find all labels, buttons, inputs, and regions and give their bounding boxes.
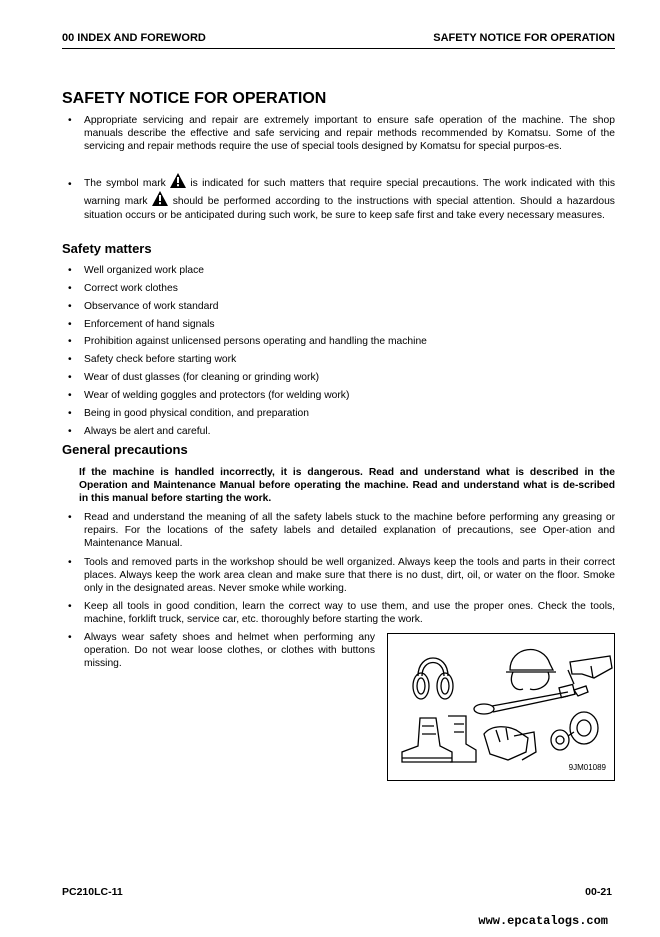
warning-icon [152, 191, 168, 206]
list-item: • Keep all tools in good condition, learn the correct way to use them, and use the proper ones. Check the tools, machine, forklift truck, service car, etc. thoroughly before starting the work. [68, 601, 615, 626]
list-item: • Enforcement of hand signals [68, 319, 215, 330]
gloves-icon [484, 727, 536, 760]
safety-gear-figure [387, 633, 615, 781]
list-item: • Always wear safety shoes and helmet when performing any operation. Do not wear loose clothes, or clothes with buttons missing. [68, 632, 375, 670]
list-item: • Being in good physical condition, and preparation [68, 408, 309, 419]
intro-bullet-1: • Appropriate servicing and repair are extremely important to ensure safe operation of the machine. The shop manuals describe the effective and safe servicing and repair methods recommended by Komatsu. Some of the servicing and repair methods require the use of special tools designed by Komatsu for special purpos-es. [68, 115, 615, 153]
warning-paragraph: If the machine is handled incorrectly, it is dangerous. Read and understand what is described in the Operation and Maintenance Manual before operating the machine. Read and understand what is de-scribed in this manual before starting the work. [79, 467, 615, 505]
warning-icon [170, 173, 186, 188]
list-item: • Wear of welding goggles and protectors (for welding work) [68, 390, 350, 401]
safety-gear-illustration [388, 634, 614, 780]
list-item: • Always be alert and careful. [68, 426, 211, 437]
safety-glasses-icon [568, 656, 612, 684]
list-item: • Well organized work place [68, 265, 204, 276]
respirator-icon [551, 712, 598, 750]
figure-label: 9JM01089 [568, 763, 606, 772]
footer-watermark: www.epcatalogs.com [478, 914, 608, 928]
list-item: • Prohibition against unlicensed persons operating and handling the machine [68, 336, 427, 347]
list-item: • Tools and removed parts in the workshop should be well organized. Always keep the tools and parts in their correct places. Always keep the work area clean and make sure that there is no dust, dirt, oil, or water on the floor. Smoke only in the designated areas. Never smoke while working. [68, 557, 615, 595]
header-section: 00 INDEX AND FOREWORD [62, 32, 206, 44]
list-item: • Correct work clothes [68, 283, 178, 294]
helmet-icon [506, 650, 556, 690]
general-precautions-heading: General precautions [62, 442, 188, 457]
ear-muffs-icon [413, 658, 453, 699]
footer-page-number: 00-21 [585, 886, 612, 898]
page-title: SAFETY NOTICE FOR OPERATION [62, 90, 327, 107]
list-item: • Wear of dust glasses (for cleaning or grinding work) [68, 372, 320, 383]
list-item: • Observance of work standard [68, 301, 219, 312]
footer-model: PC210LC-11 [62, 886, 123, 898]
list-item: • Safety check before starting work [68, 354, 237, 365]
page-header [62, 30, 615, 49]
header-title: SAFETY NOTICE FOR OPERATION [433, 32, 615, 44]
safety-boots-icon [402, 716, 476, 762]
list-item: • Read and understand the meaning of all the safety labels stuck to the machine before performing any greasing or repairs. For the locations of the safety labels and detailed explanation of precautions, see Oper-ation and Maintenance Manual. [68, 512, 615, 550]
safety-matters-heading: Safety matters [62, 241, 152, 256]
intro-bullet-2: • The symbol mark is indicated for such matters that require special precautions. The work indicated with this warning mark should be performed according to the instructions with special attention. Should a hazardous situation occurs or be anticipated during such work, be sure to keep safe first and take every necessary measures. [68, 173, 615, 223]
